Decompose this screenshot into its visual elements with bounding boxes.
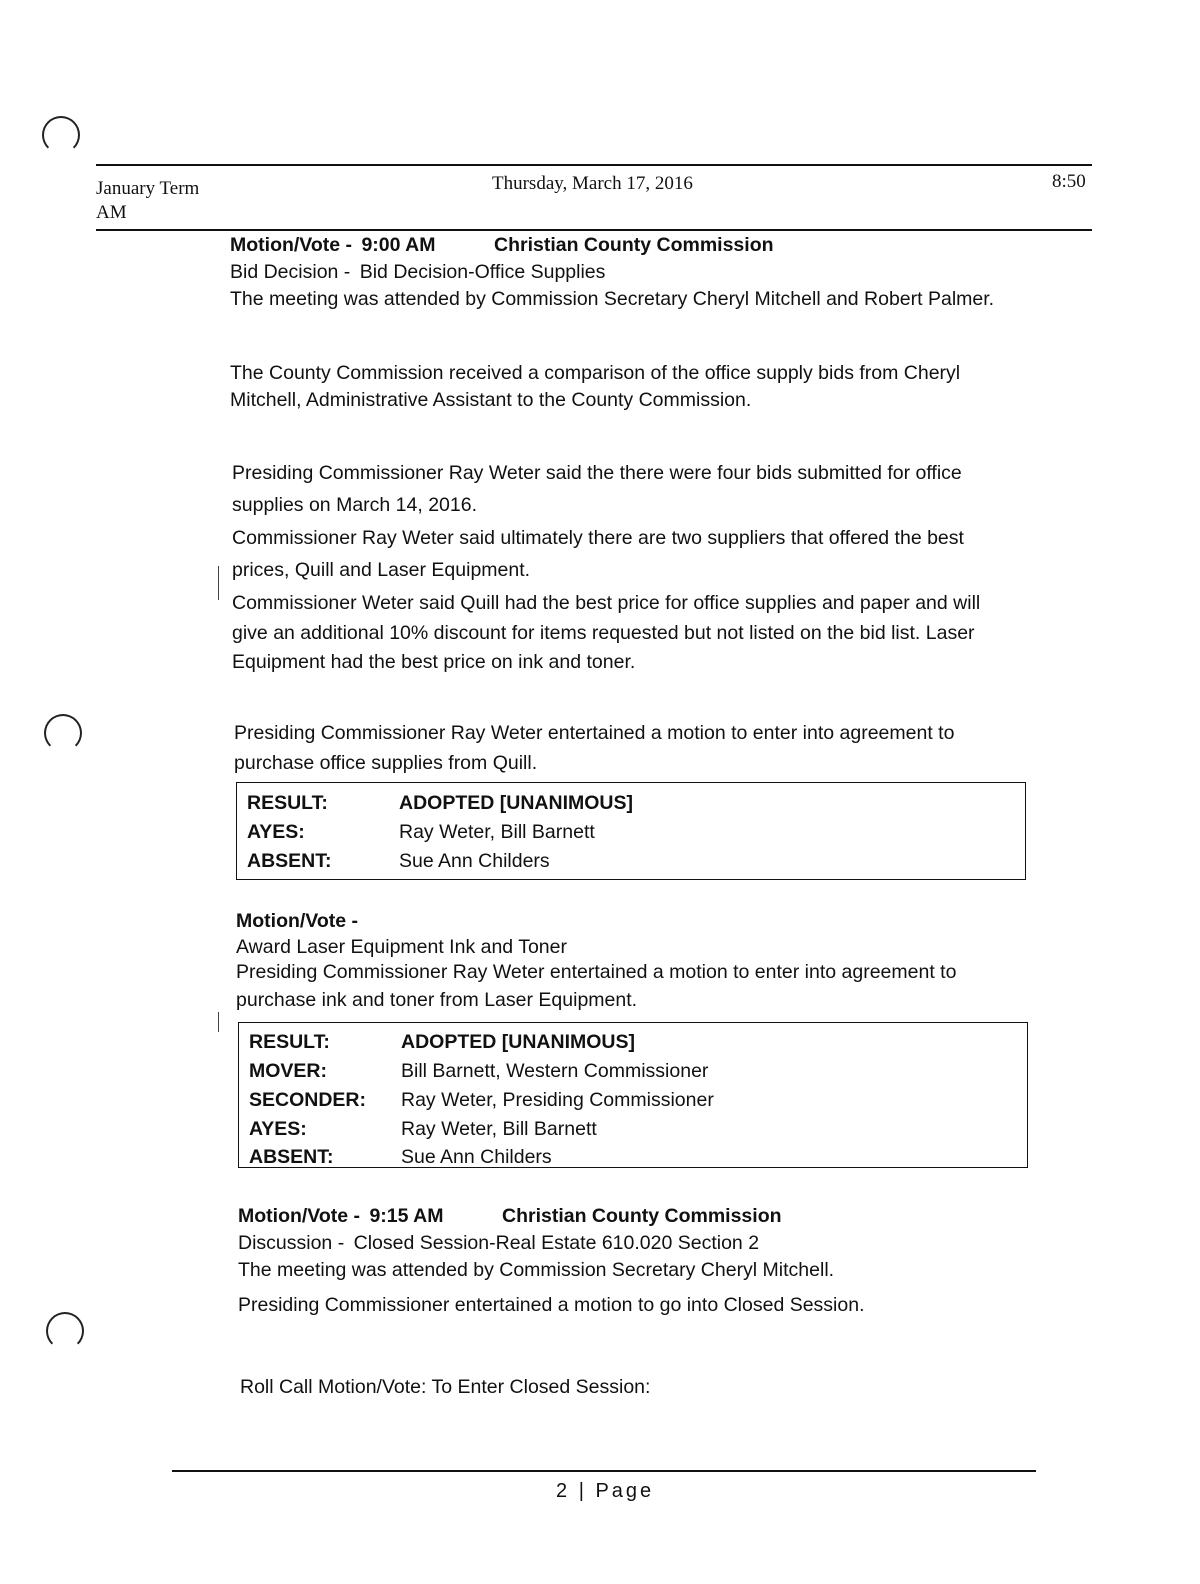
vote-value: Ray Weter, Bill Barnett (399, 821, 595, 843)
section1-para3-line2: prices, Quill and Laser Equipment. (232, 559, 531, 581)
vote-label: MOVER: (249, 1060, 327, 1082)
section1-para5-line1: Presiding Commissioner Ray Weter entertained a motion to enter into agreement to (234, 722, 955, 744)
vote-label: ABSENT: (249, 1146, 334, 1168)
vote-label: RESULT: (249, 1031, 330, 1053)
section1-heading (230, 234, 774, 257)
section2-topic: Award Laser Equipment Ink and Toner (236, 936, 567, 958)
section1-topic (230, 261, 605, 284)
header-top-rule (96, 164, 1092, 166)
section2-para1-line1: Presiding Commissioner Ray Weter entertained a motion to enter into agreement to (236, 961, 957, 983)
margin-mark (218, 566, 219, 600)
section1-para1-line1: The County Commission received a comparison of the office supply bids from Cheryl (230, 362, 961, 384)
vote-value: Sue Ann Childers (401, 1146, 552, 1168)
section1-para4-line3: Equipment had the best price on ink and toner. (232, 651, 636, 673)
vote-value: Bill Barnett, Western Commissioner (401, 1060, 709, 1082)
vote-value: ADOPTED [UNANIMOUS] (399, 792, 633, 814)
section1-commission: Christian County Commission (494, 234, 774, 256)
punch-hole-bottom (46, 1312, 84, 1350)
vote-value: ADOPTED [UNANIMOUS] (401, 1031, 635, 1053)
header-time: 8:50 (1052, 171, 1086, 192)
section1-attendance: The meeting was attended by Commission Secretary Cheryl Mitchell and Robert Palmer. (230, 288, 995, 310)
margin-mark (218, 1012, 219, 1032)
vote-value: Ray Weter, Bill Barnett (401, 1118, 597, 1140)
section1-topic-label: Bid Decision - (230, 261, 351, 283)
vote-value: Ray Weter, Presiding Commissioner (401, 1089, 714, 1111)
header-term: January Term (96, 178, 200, 199)
section1-topic-value: Bid Decision-Office Supplies (359, 261, 606, 283)
section1-motion-time: 9:00 AM (361, 234, 436, 256)
section1-para2-line1: Presiding Commissioner Ray Weter said the there were four bids submitted for office (232, 462, 962, 484)
punch-hole-top (42, 116, 80, 154)
vote-label: AYES: (247, 821, 305, 843)
section1-para2-line2: supplies on March 14, 2016. (232, 494, 477, 516)
section3-motion-label: Motion/Vote - (238, 1205, 361, 1227)
punch-hole-middle (44, 714, 82, 752)
vote-value: Sue Ann Childers (399, 850, 550, 872)
vote-label: RESULT: (247, 792, 328, 814)
footer-rule (172, 1470, 1036, 1472)
section3-roll-call: Roll Call Motion/Vote: To Enter Closed Session: (240, 1376, 651, 1398)
vote-box-ink-toner (238, 1022, 1028, 1168)
section3-attendance: The meeting was attended by Commission Secretary Cheryl Mitchell. (238, 1259, 835, 1281)
vote-label: SECONDER: (249, 1089, 367, 1111)
vote-label: AYES: (249, 1118, 307, 1140)
header-bottom-rule (96, 229, 1092, 231)
section1-para4-line1: Commissioner Weter said Quill had the best price for office supplies and paper and will (232, 592, 981, 614)
vote-label: ABSENT: (247, 850, 332, 872)
section1-para3-line1: Commissioner Ray Weter said ultimately there are two suppliers that offered the best (232, 527, 964, 549)
section3-para1: Presiding Commissioner entertained a motion to go into Closed Session. (238, 1294, 865, 1316)
section1-para4-line2: give an additional 10% discount for items requested but not listed on the bid list. Laser (232, 622, 975, 644)
section2-heading: Motion/Vote - (236, 910, 359, 932)
section3-motion-time: 9:15 AM (369, 1205, 444, 1227)
section3-topic (238, 1232, 759, 1255)
page-number: 2 (556, 1480, 571, 1502)
page-footer (556, 1480, 654, 1503)
section3-topic-value: Closed Session-Real Estate 610.020 Section 2 (353, 1232, 760, 1254)
header-term-continued: AM (96, 202, 127, 223)
section3-heading (238, 1205, 782, 1228)
section3-commission: Christian County Commission (502, 1205, 782, 1227)
section1-para5-line2: purchase office supplies from Quill. (234, 752, 538, 774)
section3-topic-label: Discussion - (238, 1232, 345, 1254)
section1-para1-line2: Mitchell, Administrative Assistant to the County Commission. (230, 389, 752, 411)
section2-para1-line2: purchase ink and toner from Laser Equipment. (236, 989, 638, 1011)
page-word: | Page (578, 1480, 655, 1502)
vote-box-office-supplies (236, 782, 1026, 880)
header-date: Thursday, March 17, 2016 (492, 173, 693, 194)
section1-motion-label: Motion/Vote - (230, 234, 353, 256)
